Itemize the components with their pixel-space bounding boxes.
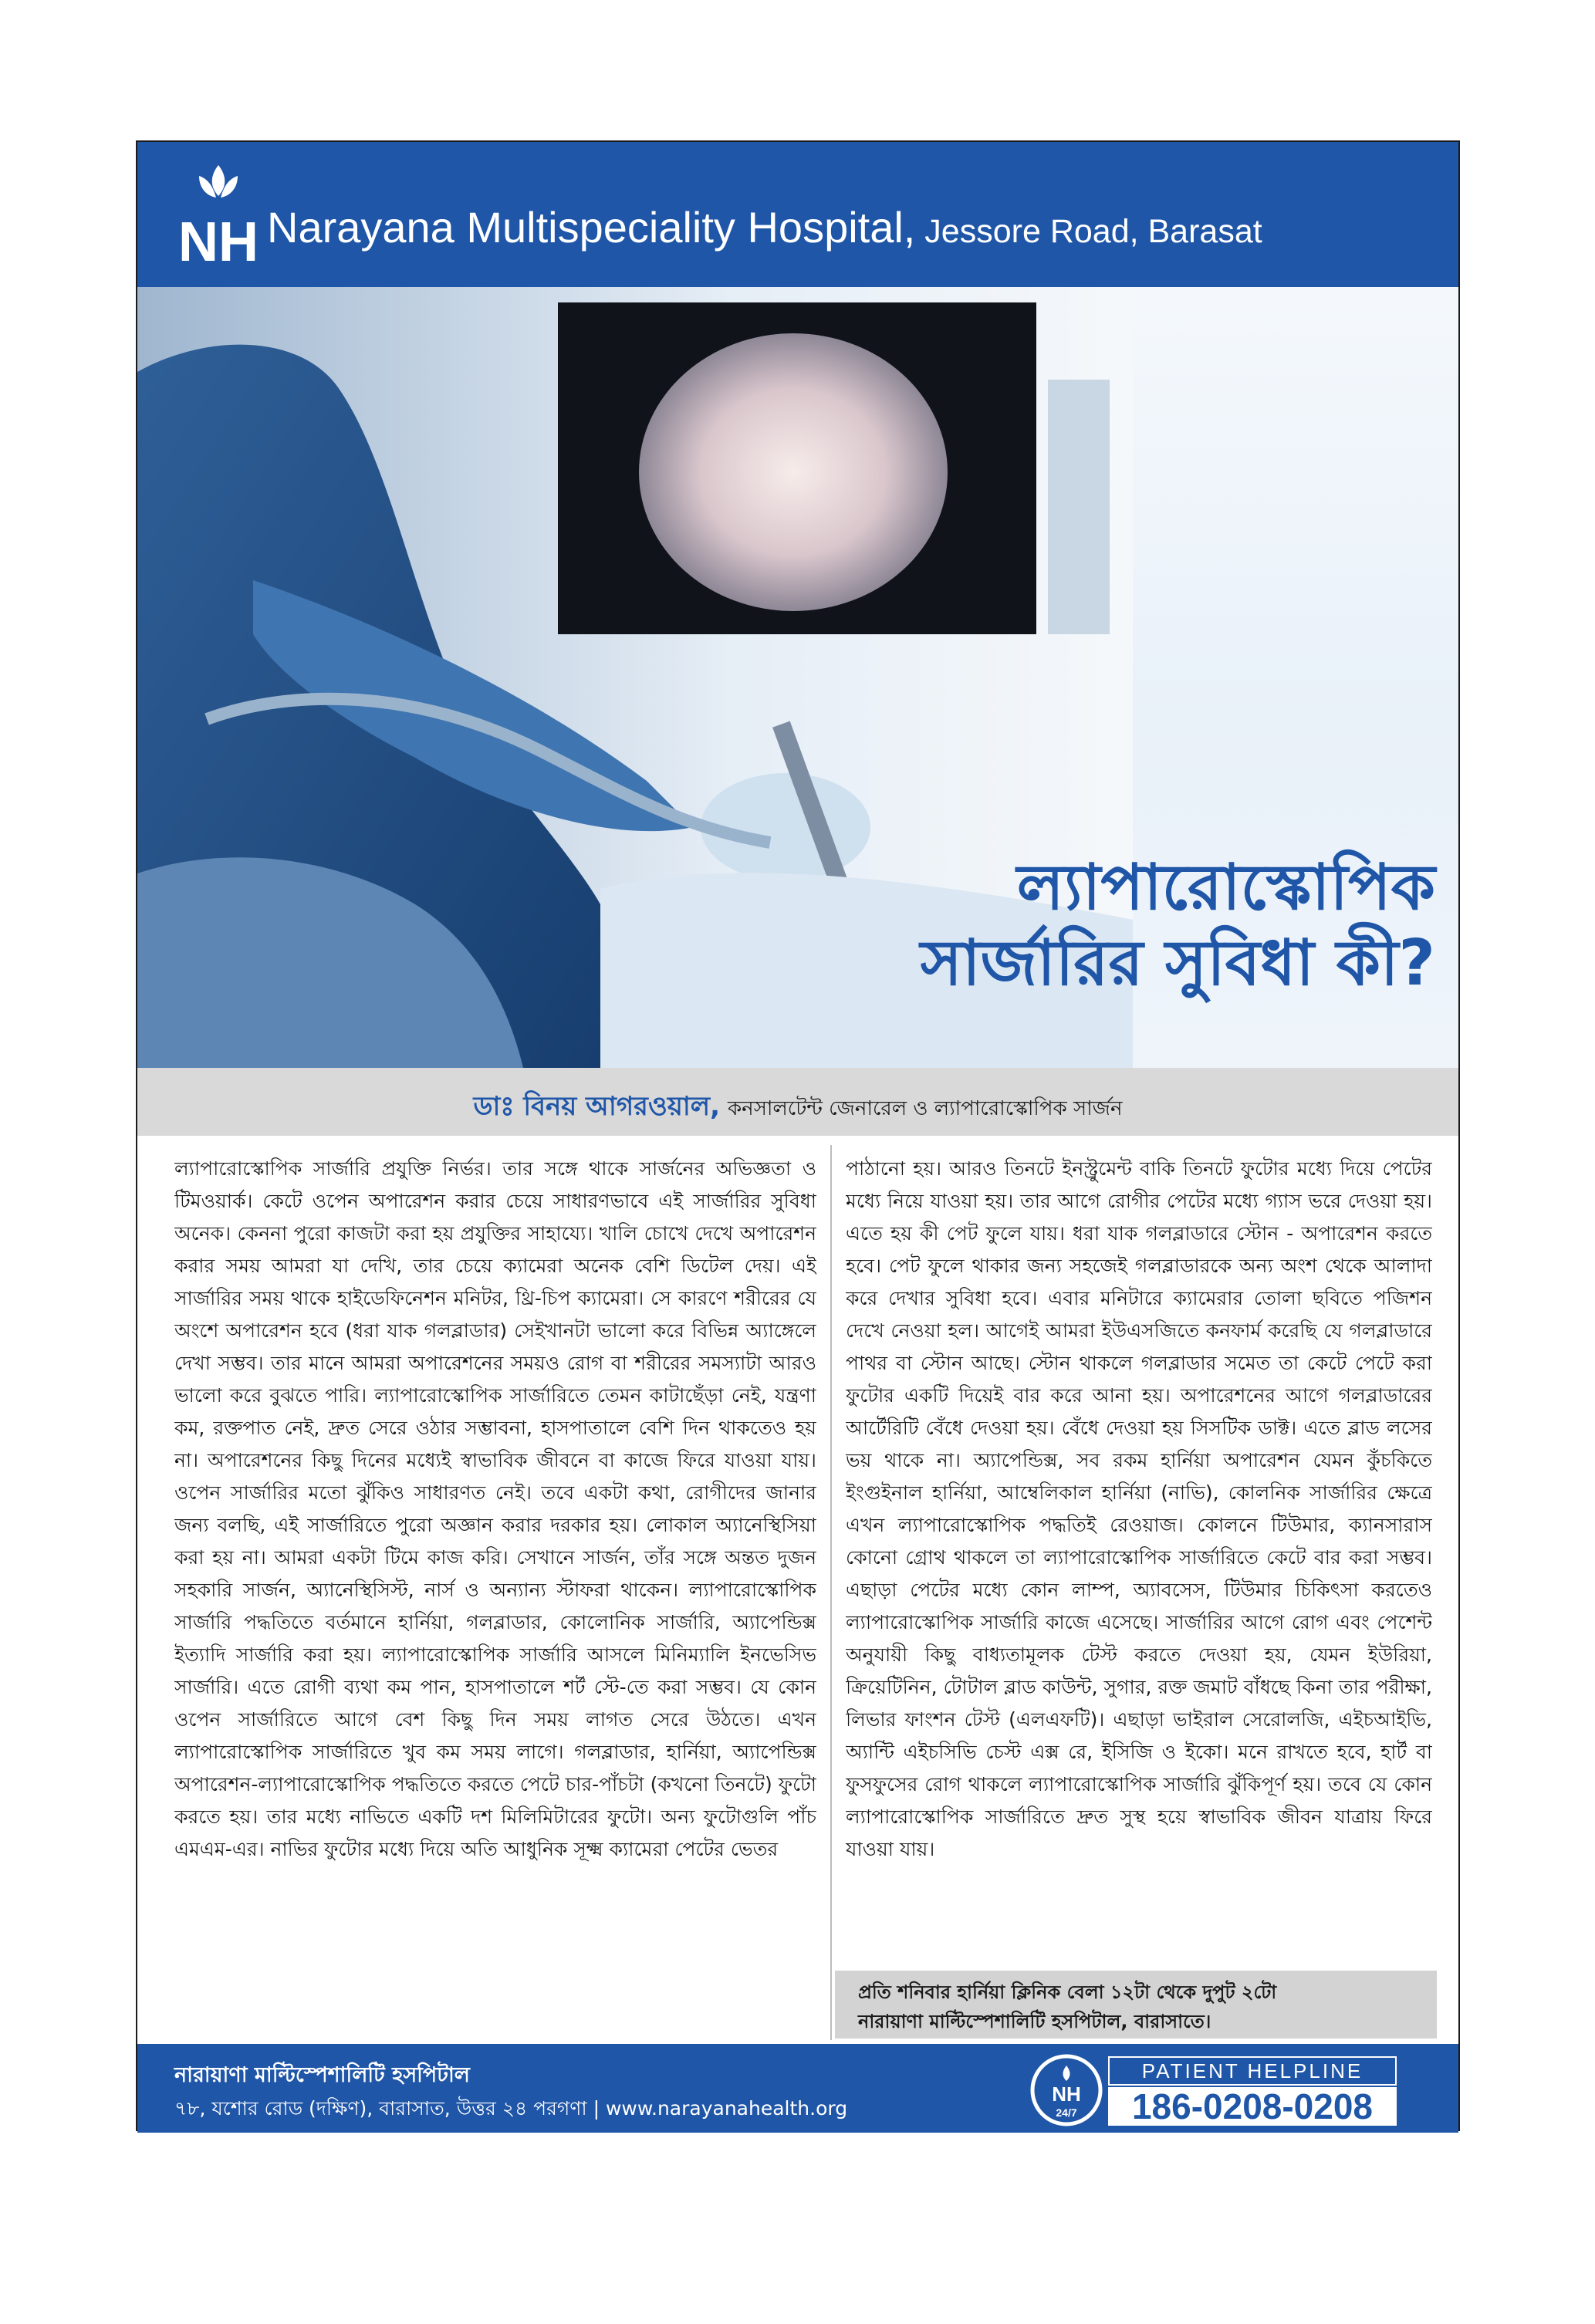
hospital-location: Jessore Road, Barasat <box>915 213 1262 250</box>
hospital-title <box>267 202 1262 252</box>
svg-text:NH: NH <box>1052 2082 1081 2106</box>
doctor-name: ডাঃ বিনয় আগরওয়াল, <box>473 1091 720 1122</box>
narayana-logo-icon <box>176 162 261 270</box>
byline-band <box>137 1068 1458 1136</box>
svg-text:NH: NH <box>178 211 259 270</box>
svg-text:24/7: 24/7 <box>1056 2106 1077 2119</box>
headline <box>921 850 1435 1002</box>
helpline-24-7-badge-icon <box>1029 2053 1103 2127</box>
footer-hospital-name: নারায়াণা মাল্টিস্পেশালিটি হসপিটাল <box>174 2063 470 2087</box>
doctor-role: কনসালটেন্ট জেনারেল ও ল্যাপারোস্কোপিক সার্জন <box>727 1097 1123 1120</box>
hero-image <box>137 287 1458 1068</box>
clinic-info-box <box>835 1971 1437 2039</box>
byline <box>137 1086 1458 1130</box>
headline-line-1: ল্যাপারোস্কোপিক <box>1016 851 1435 924</box>
title-separator: , <box>903 203 916 252</box>
footer-address: ৭৮, যশোর রোড (দক্ষিণ), বারাসাত, উত্তর ২৪ পরগণা | www.narayanahealth.org <box>174 2097 848 2120</box>
footer-band <box>137 2044 1458 2133</box>
helpline-number[interactable]: 186-0208-0208 <box>1108 2087 1397 2126</box>
hospital-name: Narayana Multispeciality Hospital <box>267 203 904 252</box>
endoscope-view <box>639 333 948 611</box>
column-divider <box>830 1145 832 2040</box>
helpline-title: PATIENT HELPLINE <box>1108 2056 1397 2086</box>
article-column-left: ল্যাপারোস্কোপিক সার্জারি প্রযুক্তি নির্ভর। তার সঙ্গে থাকে সার্জনের অভিজ্ঞতা ও টিমওয়ার্ক। কেটে ওপেন অপারেশন করার চেয়ে সাধারণভাবে এই সার্জারির সুবিধা অনেক। কেননা পুরো কাজটা করা হয় প্রযুক্তির সাহায্যে। খালি চোখে দেখে অপারেশন করার সময় আমরা যা দেখি, তার চেয়ে ক্যামেরা অনেক বেশি ডিটেল দেয়। এই সার্জারির সময় থাকে হাইডেফিনেশন মনিটর, থ্রি-চিপ ক্যামেরা। সে কারণে শরীরের যে অংশে অপারেশন হবে (ধরা যাক গলব্লাডার) সেইখানটা ভালো করে বিভিন্ন অ্যাঙ্গেলে দেখা সম্ভব। তার মানে আমরা অপারেশনের সময়ও রোগ বা শরীরের সমস্যাটা আরও ভালো করে বুঝতে পারি। ল্যাপারোস্কোপিক সার্জারিতে তেমন কাটাছেঁড়া নেই, যন্ত্রণা কম, রক্তপাত নেই, দ্রুত সেরে ওঠার সম্ভাবনা, হাসপাতালে বেশি দিন থাকতেও হয় না। অপারেশনের কিছু দিনের মধ্যেই স্বাভাবিক জীবনে বা কাজে ফিরে যাওয়া যায়। ওপেন সার্জারির মতো ঝুঁকিও সাধারণত নেই। তবে একটা কথা, রোগীদের জানার জন্য বলছি, এই সার্জারিতে পুরো অজ্ঞান করার দরকার হয়। লোকাল অ্যানেস্থিসিয়া করা হয় না। আমরা একটা টিমে কাজ করি। সেখানে সার্জন, তাঁর সঙ্গে অন্তত দুজন সহকারি সার্জন, অ্যানেস্থিসিস্ট, নার্স ও অন্যান্য স্টাফরা থাকেন। ল্যাপারোস্কোপিক সার্জারি পদ্ধতিতে বর্তমানে হার্নিয়া, গলব্লাডার, কোলোনিক সার্জারি, অ্যাপেন্ডিক্স ইত্যাদি সার্জারি করা হয়। ল্যাপারোস্কোপিক সার্জারি আসলে মিনিম্যালি ইনভেসিভ সার্জারি। এতে রোগী ব্যথা কম পান, হাসপাতালে শর্ট স্টে-তে করা সম্ভব। যে কোন ওপেন সার্জারিতে আগে বেশ কিছু দিন সময় লাগত সেরে উঠতে। এখন ল্যাপারোস্কোপিক সার্জারিতে খুব কম সময় লাগে। গলব্লাডার, হার্নিয়া, অ্যাপেন্ডিক্স অপারেশন-ল্যাপারোস্কোপিক পদ্ধতিতে করতে পেটে চার-পাঁচটা (কখনো তিনটে) ফুটো করতে হয়। তার মধ্যে নাভিতে একটি দশ মিলিমিটারের ফুটো। অন্য ফুটোগুলি পাঁচ এমএম-এর। নাভির ফুটোর মধ্যে দিয়ে অতি আধুনিক সূক্ষ্ম ক্যামেরা পেটের ভেতর <box>174 1157 816 1860</box>
headline-line-2: সার্জারির সুবিধা কী? <box>920 927 1435 1001</box>
article-column-right: পাঠানো হয়। আরও তিনটে ইনস্ট্রুমেন্ট বাকি তিনটে ফুটোর মধ্যে দিয়ে পেটের মধ্যে নিয়ে যাওয়া হয়। তার আগে রোগীর পেটের মধ্যে গ্যাস ভরে দেওয়া হয়। এতে হয় কী পেট ফুলে যায়। ধরা যাক গলব্লাডারে স্টোন - অপারেশন করতে হবে। পেট ফুলে থাকার জন্য সহজেই গলব্লাডারকে অন্য অংশ থেকে আলাদা করে দেখার সুবিধা হবে। এবার মনিটারে ক্যামেরার তোলা ছবিতে পজিশন দেখে নেওয়া হল। আগেই আমরা ইউএসজিতে কনফার্ম করেছি যে গলব্লাডারে পাথর বা স্টোন আছে। স্টোন থাকলে গলব্লাডার সমেত তা কেটে পেটে করা ফুটোর একটি দিয়েই বার করে আনা হয়। অপারেশনের আগে গলব্লাডারের আর্টেরিটি বেঁধে দেওয়া হয়। বেঁধে দেওয়া হয় সিসটিক ডাক্ট। এতে ব্লাড লসের ভয় থাকে না। অ্যাপেন্ডিক্স, সব রকম হার্নিয়া অপারেশন যেমন কুঁচকিতে ইংগুইনাল হার্নিয়া, আম্বেলিকাল হার্নিয়া (নাভি), কোলনিক সার্জারির ক্ষেত্রে এখন ল্যাপারোস্কোপিক পদ্ধতিই রেওয়াজ। কোলনে টিউমার, ক্যানসারাস কোনো গ্রোথ থাকলে তা ল্যাপারোস্কোপিক সার্জারিতে কেটে বার করা সম্ভব। এছাড়া পেটের মধ্যে কোন লাম্প, অ্যাবসেস, টিউমার চিকিৎসা করতেও ল্যাপারোস্কোপিক সার্জারি কাজে এসেছে। সার্জারির আগে রোগ এবং পেশেন্ট অনুযায়ী কিছু বাধ্যতামূলক টেস্ট করতে দেওয়া হয়, যেমন ইউরিয়া, ক্রিয়েটিনিন, টোটাল ব্লাড কাউন্ট, সুগার, রক্ত জমাট বাঁধছে কিনা তার পরীক্ষা, লিভার ফাংশন টেস্ট (এলএফটি)। এছাড়া ভাইরাল সেরোলজি, এইচআইভি, অ্যান্টি এইচসিভি চেস্ট এক্স রে, ইসিজি ও ইকো। মনে রাখতে হবে, হার্ট বা ফুসফুসের রোগ থাকলে ল্যাপারোস্কোপিক সার্জারি ঝুঁকিপূর্ণ হয়। তবে যে কোন ল্যাপারোস্কোপিক সার্জারিতে দ্রুত সুস্থ হয়ে স্বাভাবিক জীবন যাত্রায় ফিরে যাওয়া যায়। <box>846 1157 1432 1860</box>
clinic-schedule: প্রতি শনিবার হার্নিয়া ক্লিনিক বেলা ১২টা থেকে দুপুট ২টো <box>858 1981 1277 2003</box>
newspaper-page <box>136 140 1460 2131</box>
clinic-location: নারায়াণা মাল্টিস্পেশালিটি হসপিটাল, বারাসাতে। <box>858 2011 1211 2032</box>
header-band <box>137 142 1458 287</box>
monitor-stand <box>1048 380 1110 634</box>
